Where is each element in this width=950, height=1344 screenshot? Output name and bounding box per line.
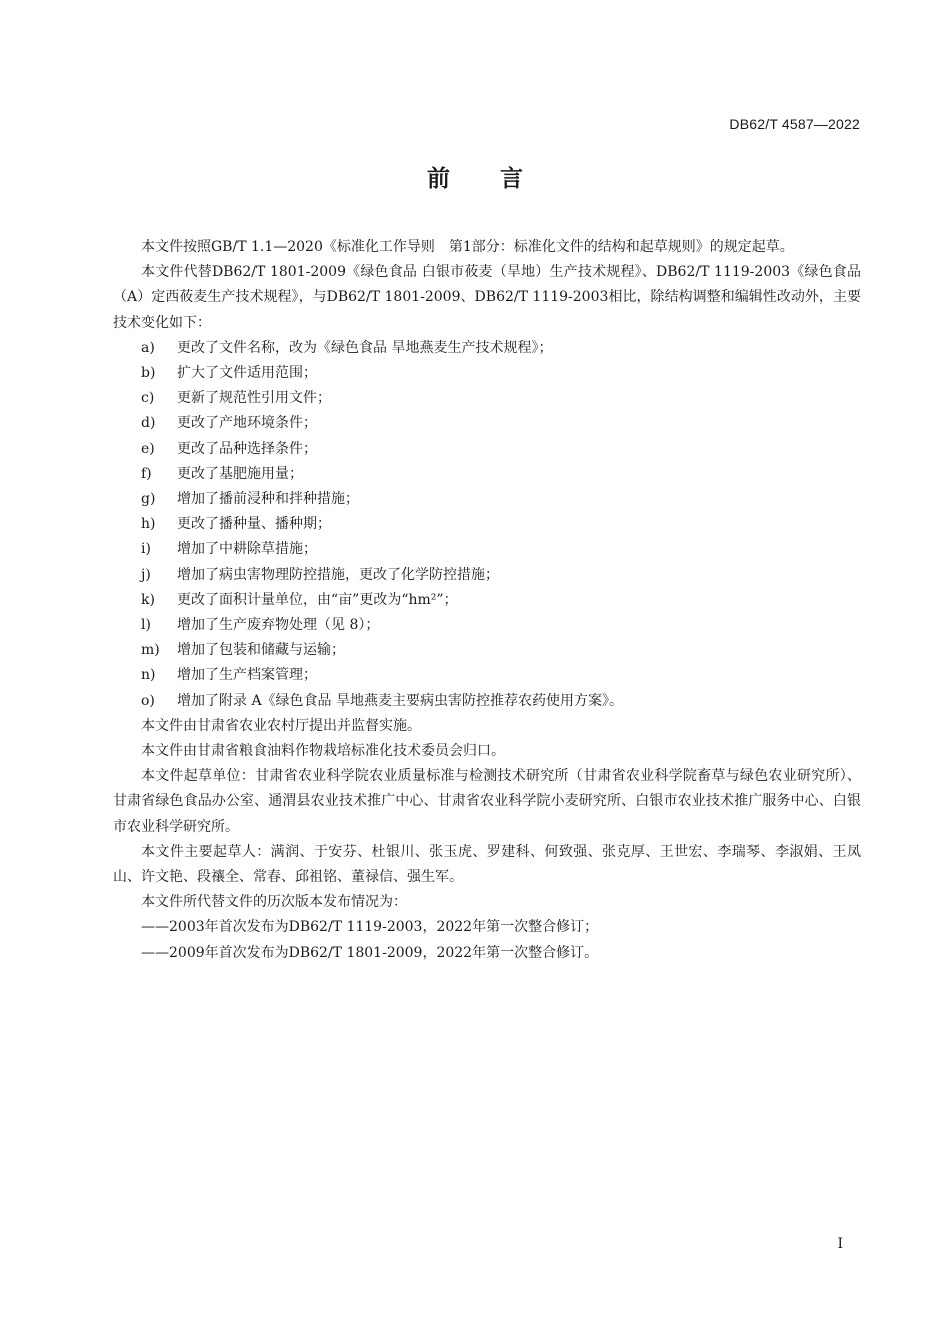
paragraph-drafters: 本文件主要起草人：满润、于安芬、杜银川、张玉虎、罗建科、何致强、张克厚、王世宏、李瑞琴、李淑娟、王凤山、许文艳、段禳全、常春、邱祖铭、董禄信、强生军。 xyxy=(113,843,861,886)
list-marker: g) xyxy=(141,491,156,508)
page-number: I xyxy=(837,1236,843,1252)
list-text: 增加了病虫害物理防控措施，更改了化学防控措施； xyxy=(177,566,499,583)
list-item xyxy=(113,689,861,714)
list-marker: l) xyxy=(141,617,151,634)
list-marker: o) xyxy=(141,692,155,709)
list-item xyxy=(113,386,861,411)
list-text: 增加了包装和储藏与运输； xyxy=(177,642,345,659)
paragraph-history-2003: ——2003年首次发布为DB62/T 1119-2003，2022年第一次整合修订； xyxy=(141,919,599,936)
list-item xyxy=(113,462,861,487)
list-text: 增加了中耕除草措施； xyxy=(177,541,317,558)
list-item xyxy=(113,512,861,537)
list-marker: j) xyxy=(141,566,151,583)
paragraph-drafting-units: 本文件起草单位：甘肃省农业科学院农业质量标准与检测技术研究所（甘肃省农业科学院畜草与绿色农业研究所）、甘肃省绿色食品办公室、通渭县农业技术推广中心、甘肃省农业科学院小麦研究所、白银市农业技术推广服务中心、白银市农业科学研究所。 xyxy=(113,768,861,835)
list-item xyxy=(113,588,861,613)
paragraph-history-2009: ——2009年首次发布为DB62/T 1801-2009，2022年第一次整合修订。 xyxy=(141,944,599,961)
list-item xyxy=(113,563,861,588)
title-part-2: 言 xyxy=(500,166,523,192)
list-text: 更改了基肥施用量； xyxy=(177,465,303,482)
list-text: 增加了生产档案管理； xyxy=(177,667,317,684)
list-marker: k) xyxy=(141,591,155,608)
list-marker: a) xyxy=(141,339,155,356)
page-title xyxy=(0,160,950,193)
list-text: 增加了附录 A《绿色食品 旱地燕麦主要病虫害防控推荐农药使用方案》。 xyxy=(177,692,624,709)
paragraph-replacement: 本文件代替DB62/T 1801-2009《绿色食品 白银市莜麦（旱地）生产技术规程》、DB62/T 1119-2003《绿色食品（A）定西莜麦生产技术规程》，与DB62/T 1801-2009、DB62/T 1119-2003相比，除结构调整和编辑性改动外，主要技术变化如下： xyxy=(113,264,861,331)
paragraph-proposer: 本文件由甘肃省农业农村厅提出并监督实施。 xyxy=(141,717,421,734)
list-item xyxy=(113,487,861,512)
list-text: 更改了面积计量单位，由“亩”更改为“hm²”； xyxy=(177,591,458,608)
list-marker: d) xyxy=(141,415,156,432)
list-marker: h) xyxy=(141,516,156,533)
list-text: 更改了文件名称，改为《绿色食品 旱地燕麦生产技术规程》； xyxy=(177,339,553,356)
list-text: 更改了播种量、播种期； xyxy=(177,516,331,533)
list-marker: f) xyxy=(141,465,152,482)
list-text: 更改了产地环境条件； xyxy=(177,415,317,432)
list-marker: m) xyxy=(141,642,160,659)
paragraph-history-intro: 本文件所代替文件的历次版本发布情况为： xyxy=(141,894,407,911)
list-item xyxy=(113,437,861,462)
document-body xyxy=(113,235,861,966)
document-code: DB62/T 4587—2022 xyxy=(729,116,860,132)
list-marker: b) xyxy=(141,365,156,382)
paragraph-drafting-basis: 本文件按照GB/T 1.1—2020《标准化工作导则 第1部分：标准化文件的结构和起草规则》的规定起草。 xyxy=(141,239,794,255)
list-item xyxy=(113,361,861,386)
list-text: 增加了生产废弃物处理（见 8）； xyxy=(177,617,380,634)
list-marker: i) xyxy=(141,541,151,558)
list-item xyxy=(113,336,861,361)
list-marker: e) xyxy=(141,440,155,457)
list-text: 扩大了文件适用范围； xyxy=(177,365,317,382)
list-text: 增加了播前浸种和拌种措施； xyxy=(177,491,359,508)
list-item xyxy=(113,411,861,436)
list-marker: n) xyxy=(141,667,156,684)
list-item xyxy=(113,613,861,638)
list-item xyxy=(113,663,861,688)
paragraph-committee: 本文件由甘肃省粮食油料作物栽培标准化技术委员会归口。 xyxy=(141,743,505,760)
title-part-1: 前 xyxy=(427,166,450,192)
list-item xyxy=(113,638,861,663)
list-item xyxy=(113,537,861,562)
change-list xyxy=(113,336,861,714)
list-marker: c) xyxy=(141,390,155,407)
list-text: 更改了品种选择条件； xyxy=(177,440,317,457)
list-text: 更新了规范性引用文件； xyxy=(177,390,331,407)
